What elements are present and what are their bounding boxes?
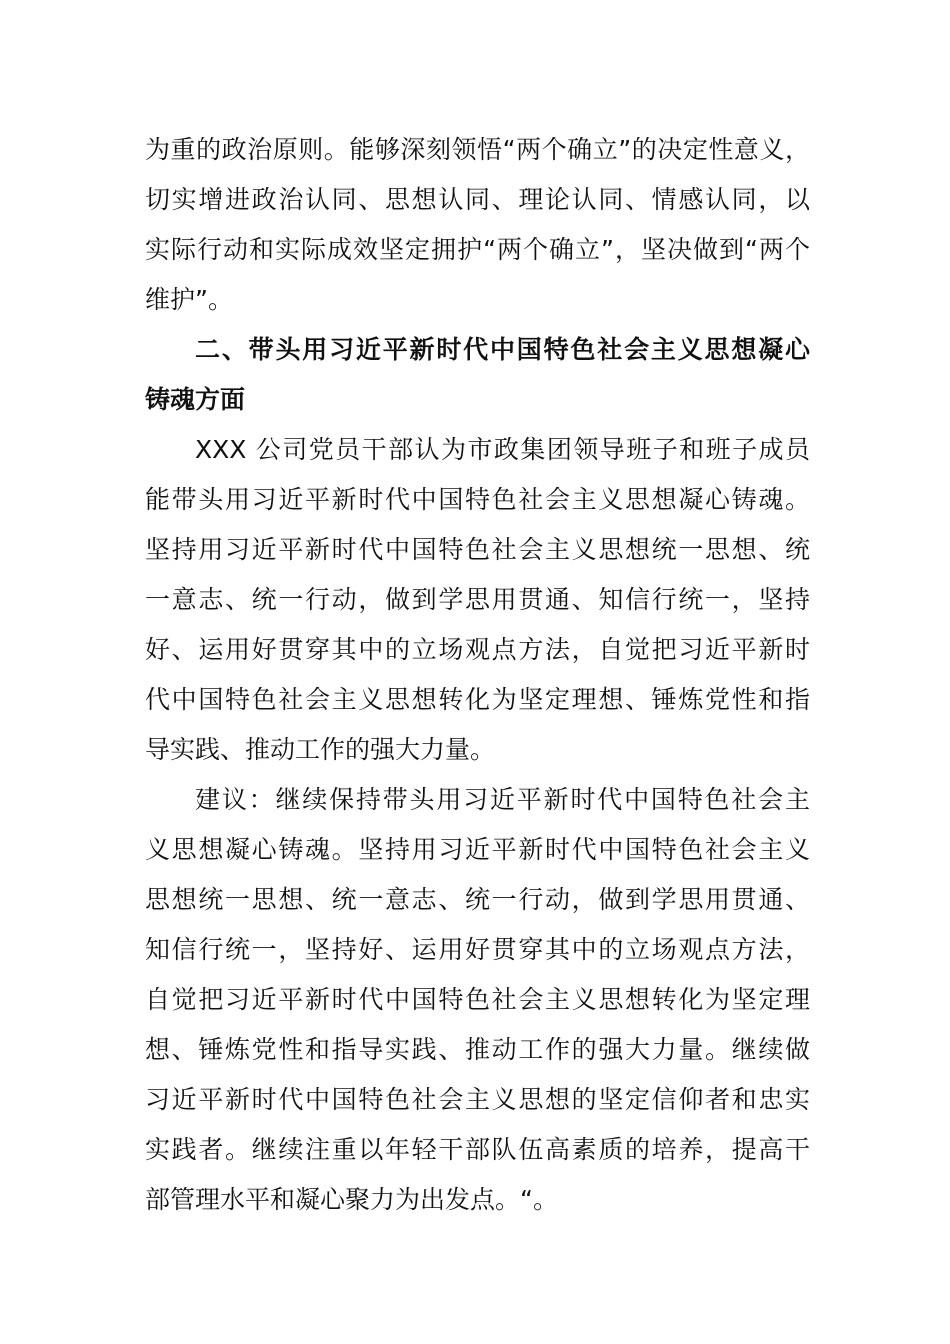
paragraph-line: 建议：继续保持带头用习近平新时代中国特色社会主 <box>195 785 810 814</box>
paragraph-line: 义思想凝心铸魂。坚持用习近平新时代中国特色社会主义 <box>145 835 810 864</box>
paragraph-line: 切实增进政治认同、思想认同、理论认同、情感认同，以 <box>145 185 810 214</box>
paragraph-line: 好、运用好贯穿其中的立场观点方法，自觉把习近平新时 <box>145 635 810 664</box>
paragraph-line: 坚持用习近平新时代中国特色社会主义思想统一思想、统 <box>145 535 810 564</box>
paragraph-line: 能带头用习近平新时代中国特色社会主义思想凝心铸魂。 <box>145 485 810 514</box>
paragraph-line: 想、锤炼党性和指导实践、推动工作的强大力量。继续做 <box>145 1035 810 1064</box>
paragraph-line: 代中国特色社会主义思想转化为坚定理想、锤炼党性和指 <box>145 685 810 714</box>
paragraph-line: 习近平新时代中国特色社会主义思想的坚定信仰者和忠实 <box>145 1085 810 1114</box>
paragraph-line: 部管理水平和凝心聚力为出发点。“。 <box>145 1185 558 1214</box>
section-heading: 二、带头用习近平新时代中国特色社会主义思想凝心 <box>195 335 810 364</box>
paragraph-line: 实际行动和实际成效坚定拥护“两个确立”，坚决做到“两个 <box>145 235 810 264</box>
paragraph-line: 为重的政治原则。能够深刻领悟“两个确立”的决定性意义， <box>145 135 810 164</box>
paragraph-line: 知信行统一，坚持好、运用好贯穿其中的立场观点方法， <box>145 935 810 964</box>
paragraph-line: 思想统一思想、统一意志、统一行动，做到学思用贯通、 <box>145 885 810 914</box>
paragraph-line: 导实践、推动工作的强大力量。 <box>145 735 496 764</box>
paragraph-line: XXX 公司党员干部认为市政集团领导班子和班子成员 <box>195 435 810 464</box>
section-heading: 铸魂方面 <box>145 385 246 414</box>
paragraph-line: 维护”。 <box>145 285 233 314</box>
paragraph-line: 自觉把习近平新时代中国特色社会主义思想转化为坚定理 <box>145 985 810 1014</box>
paragraph-line: 实践者。继续注重以年轻干部队伍高素质的培养，提高干 <box>145 1135 810 1164</box>
paragraph-line: 一意志、统一行动，做到学思用贯通、知信行统一，坚持 <box>145 585 810 614</box>
